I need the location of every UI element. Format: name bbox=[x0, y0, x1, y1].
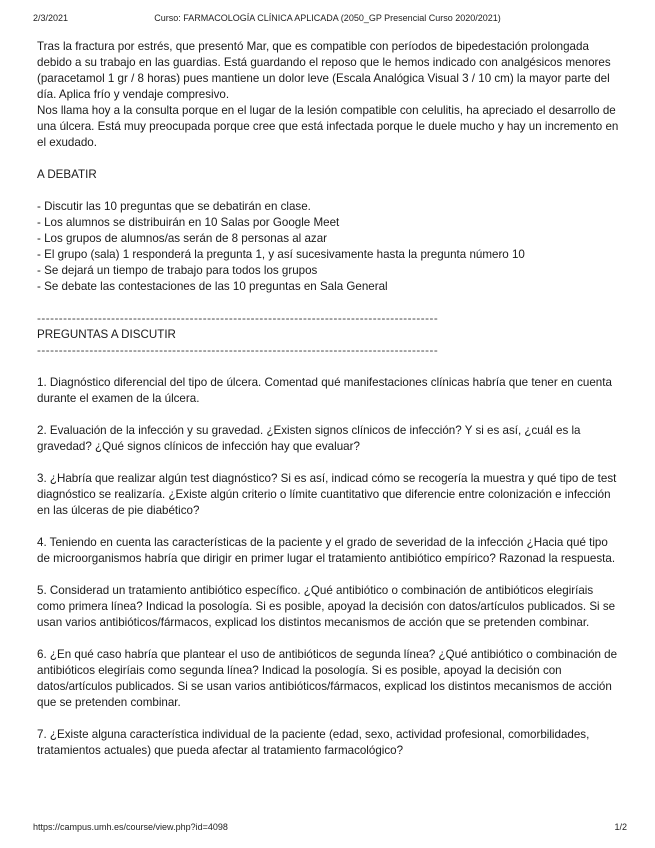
debate-rule: - Discutir las 10 preguntas que se debatirán en clase. bbox=[37, 200, 311, 213]
page-number: 1/2 bbox=[614, 822, 627, 832]
debate-rule: - Se debate las contestaciones de las 10 preguntas en Sala General bbox=[37, 280, 388, 293]
case-paragraph-1: Tras la fractura por estrés, que presentó Mar, que es compatible con períodos de bipedestación prolongada debido a su trabajo en las guardias. Está guardando el reposo que le hemos indicado con analgésicos menores (paracetamol 1 gr / 8 horas) pues mantiene un dolor leve (Escala Analógica Visual 3 / 10 cm) la mayor parte del día. Aplica frío y vendaje compresivo. bbox=[37, 40, 611, 101]
divider-top: -------------------------------------------------------------------------------------------- bbox=[37, 312, 439, 325]
debate-rule: - Los alumnos se distribuirán en 10 Salas por Google Meet bbox=[37, 216, 340, 229]
debate-rule: - Se dejará un tiempo de trabajo para todos los grupos bbox=[37, 264, 318, 277]
course-title: Curso: FARMACOLOGÍA CLÍNICA APLICADA (2050_GP Presencial Curso 2020/2021) bbox=[154, 13, 501, 23]
case-paragraph-2: Nos llama hoy a la consulta porque en el lugar de la lesión compatible con celulitis, ha apreciado el desarrollo de una úlcera. Está muy preocupada porque cree que está infectada porque le duele mucho y hay un incremento en el exudado. bbox=[37, 104, 619, 149]
debate-rules-list bbox=[37, 199, 622, 295]
debate-rule: - El grupo (sala) 1 responderá la pregunta 1, y así sucesivamente hasta la pregunta número 10 bbox=[37, 248, 525, 261]
print-date: 2/3/2021 bbox=[33, 13, 69, 23]
divider-bottom: -------------------------------------------------------------------------------------------- bbox=[37, 344, 439, 357]
question-5: 5. Considerad un tratamiento antibiótico específico. ¿Qué antibiótico o combinación de antibióticos elegiríais como primera línea? Indicad la posología. Si es posible, apoyad la decisión con datos/artículos publicados. Si se usan varios antibióticos/fármacos, explicad los distintos mecanismos de acción que se pretenden combinar. bbox=[37, 584, 616, 629]
debate-rule: - Los grupos de alumnos/as serán de 8 personas al azar bbox=[37, 232, 328, 245]
questions-heading: PREGUNTAS A DISCUTIR bbox=[37, 328, 176, 341]
debate-heading: A DEBATIR bbox=[37, 168, 97, 181]
footer-url[interactable]: https://campus.umh.es/course/view.php?id=4098 bbox=[33, 822, 228, 832]
question-2: 2. Evaluación de la infección y su gravedad. ¿Existen signos clínicos de infección? Y si es así, ¿cuál es la gravedad? ¿Qué signos clínicos de infección hay que evaluar? bbox=[37, 424, 581, 453]
page-header bbox=[0, 13, 655, 27]
question-7: 7. ¿Existe alguna característica individual de la paciente (edad, sexo, actividad profesional, comorbilidades, tratamientos actuales) que pueda afectar al tratamiento farmacológico? bbox=[37, 728, 590, 757]
question-3: 3. ¿Habría que realizar algún test diagnóstico? Si es así, indicad cómo se recogería la muestra y qué tipo de test diagnóstico se realizaría. ¿Existe algún criterio o límite cuantitativo que diferencie entre colonización e infección en las úlceras de pie diabético? bbox=[37, 472, 617, 517]
question-6: 6. ¿En qué caso habría que plantear el uso de antibióticos de segunda línea? ¿Qué antibiótico o combinación de antibióticos elegiríais como segunda línea? Indicad la posología. Si es posible, apoyad la decisión con datos/artículos publicados. Si se usan varios antibióticos/fármacos, explicad los distintos mecanismos de acción que se pretenden combinar. bbox=[37, 648, 618, 709]
question-4: 4. Teniendo en cuenta las características de la paciente y el grado de severidad de la infección ¿Hacia qué tipo de microorganismos habría que dirigir en primer lugar el tratamiento antibiótico empírico? Razonad la respuesta. bbox=[37, 536, 616, 565]
document-body bbox=[37, 39, 622, 759]
page-footer bbox=[0, 822, 655, 836]
question-1: 1. Diagnóstico diferencial del tipo de úlcera. Comentad qué manifestaciones clínicas habría que tener en cuenta durante el examen de la úlcera. bbox=[37, 376, 612, 405]
